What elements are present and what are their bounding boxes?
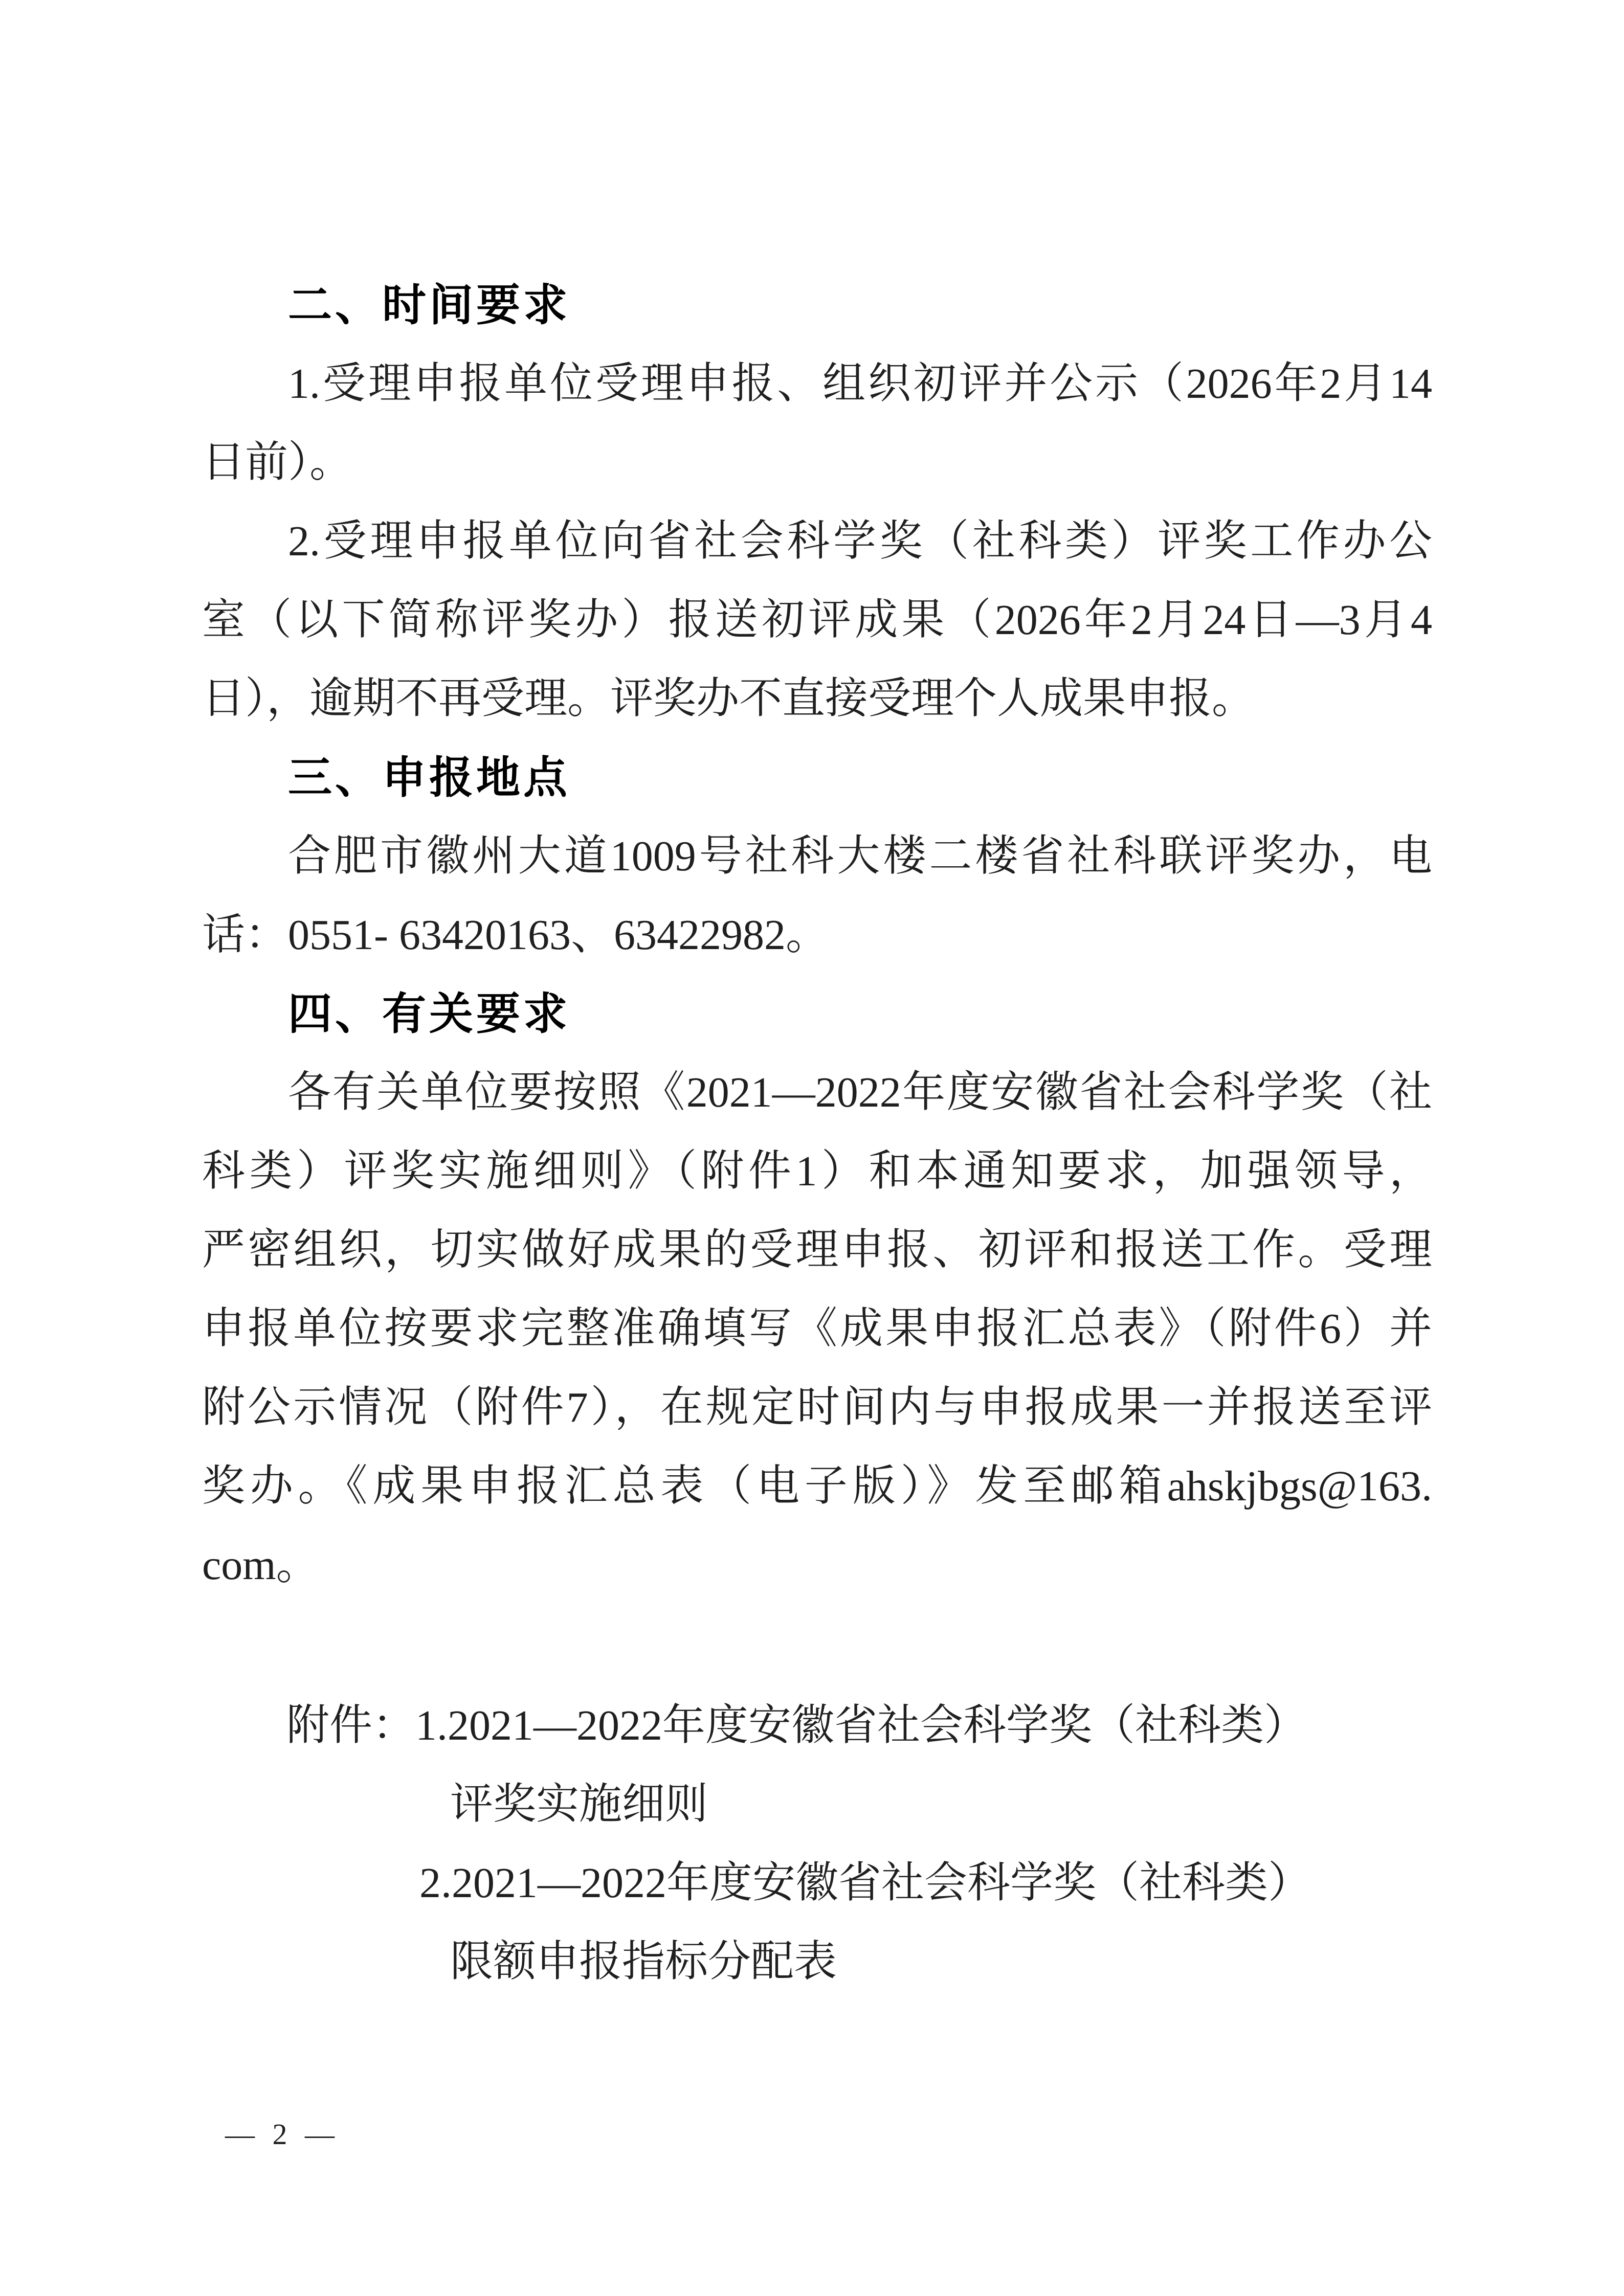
body-line: 日前）。 [202,439,353,486]
body-line: 1.受理申报单位受理申报、组织初评并公示（2026年2月14 [288,360,1432,408]
body-line: 话：0551- 63420163、63422982。 [202,911,829,959]
body-line: 室（以下简称评奖办）报送初评成果（2026年2月24日—3月4 [202,596,1432,644]
body-line: 严密组织，切实做好成果的受理申报、初评和报送工作。受理 [202,1226,1432,1274]
body-line: 申报单位按要求完整准确填写《成果申报汇总表》（附件6）并 [202,1305,1432,1353]
attachment-line: 评奖实施细则 [450,1781,708,1828]
section-heading: 四、有关要求 [288,989,570,1039]
body-line: 日），逾期不再受理。评奖办不直接受理个人成果申报。 [202,675,1255,723]
body-line: com。 [202,1541,319,1589]
section-relevant-requirements [202,975,1432,1605]
attachment-line: 限额申报指标分配表 [450,1938,837,1986]
section-time-requirements [202,266,1432,738]
section-heading: 二、时间要求 [288,281,570,330]
attachments-list [202,1686,1432,2001]
body-line: 附公示情况（附件7），在规定时间内与申报成果一并报送至评 [202,1384,1432,1431]
section-heading: 三、申报地点 [288,753,570,802]
section-application-location [202,738,1432,975]
body-line: 奖办。《成果申报汇总表（电子版）》发至邮箱ahskjbgs@163. [202,1462,1432,1510]
body-line: 各有关单位要按照《2021—2022年度安徽省社会科学奖（社 [288,1069,1432,1116]
body-line: 2.受理申报单位向省社会科学奖（社科类）评奖工作办公 [288,517,1432,565]
page-number: — 2 — [225,2118,340,2151]
attachment-line: 附件：1.2021—2022年度安徽省社会科学奖（社科类） [286,1702,1307,1749]
body-line: 合肥市徽州大道1009号社科大楼二楼省社科联评奖办，电 [288,832,1432,880]
blank-line-spacer [202,1605,1432,1686]
attachment-line: 2.2021—2022年度安徽省社会科学奖（社科类） [419,1859,1311,1907]
body-line: 科类）评奖实施细则》（附件1）和本通知要求，加强领导， [202,1147,1432,1195]
